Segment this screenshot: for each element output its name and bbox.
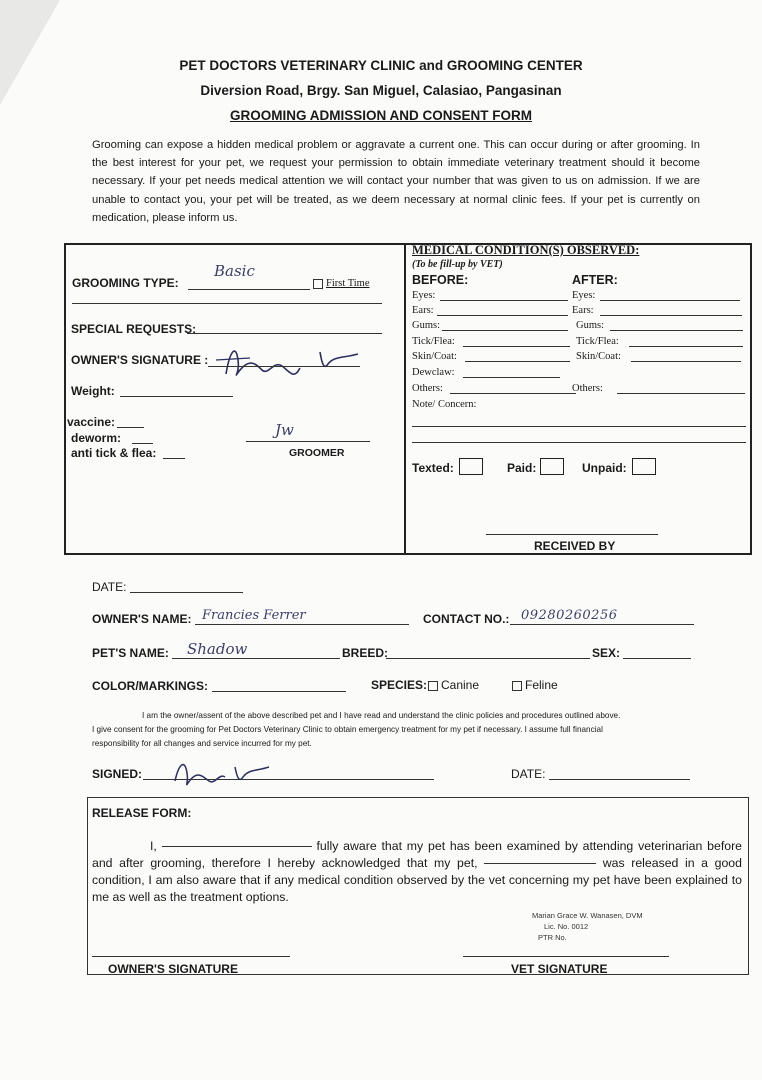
after-item-label: Eyes: <box>572 290 596 301</box>
release-part-1: I, <box>150 839 157 853</box>
release-part-2: fully aware that my pet has been examined by attending veterinarian before and after grooming, therefore I hereby acknowledged that my pet, <box>92 839 743 870</box>
owner-name-line[interactable] <box>195 624 409 625</box>
groomer-label: GROOMER <box>289 447 345 459</box>
deworm-label: deworm: <box>71 431 122 445</box>
before-item-line[interactable] <box>463 346 570 347</box>
canine-label: Canine <box>441 678 480 692</box>
vaccine-line[interactable] <box>117 427 144 428</box>
release-owner-name-line[interactable] <box>162 846 312 847</box>
weight-line[interactable] <box>120 396 233 397</box>
before-item-line[interactable] <box>463 377 560 378</box>
before-label: BEFORE: <box>412 273 469 287</box>
after-item-line[interactable] <box>600 315 742 316</box>
first-time-label: First Time <box>326 278 370 289</box>
special-requests-label: SPECIAL REQUESTS: <box>71 322 197 336</box>
pet-name-label: PET'S NAME: <box>92 646 169 660</box>
consent-date-label: DATE: <box>511 767 546 781</box>
release-pet-line[interactable] <box>484 863 596 864</box>
species-canine[interactable] <box>428 678 479 692</box>
before-item-label: Tick/Flea: <box>412 336 455 347</box>
unpaid-label: Unpaid: <box>582 461 627 475</box>
before-item-label: Gums: <box>412 320 441 331</box>
color-line[interactable] <box>212 691 346 692</box>
species-feline[interactable] <box>512 678 558 692</box>
consent-line-2: I give consent for the grooming for Pet Doctors Veterinary Clinic to obtain emergency treatment for my pet if necessary. I assume full financial <box>92 725 603 734</box>
contact-label: CONTACT NO.: <box>423 612 510 626</box>
vet-stamp <box>532 910 643 943</box>
species-label: SPECIES: <box>371 678 428 692</box>
before-item-line[interactable] <box>450 393 576 394</box>
note-line-1[interactable] <box>412 426 746 427</box>
contact-value: 09280260256 <box>521 608 618 623</box>
breed-line[interactable] <box>386 658 590 659</box>
groomer-line[interactable] <box>246 441 370 442</box>
owner-signature-label: OWNER'S SIGNATURE : <box>71 353 209 367</box>
unpaid-box[interactable] <box>632 458 656 475</box>
grooming-type-value: Basic <box>214 262 255 280</box>
grooming-type-line[interactable] <box>188 289 310 290</box>
weight-label: Weight: <box>71 384 115 398</box>
sex-line[interactable] <box>623 658 691 659</box>
vet-sig-line[interactable] <box>463 956 669 957</box>
breed-label: BREED: <box>342 646 389 660</box>
note-line-2[interactable] <box>412 442 746 443</box>
owner-name-value: Francies Ferrer <box>202 608 306 623</box>
vet-sig-label: VET SIGNATURE <box>511 962 608 976</box>
paid-box[interactable] <box>540 458 564 475</box>
clinic-address: Diversion Road, Brgy. San Miguel, Calasiao, Pangasinan <box>200 83 562 98</box>
consent-signature-scribble <box>165 757 275 791</box>
after-item-label: Skin/Coat: <box>576 351 621 362</box>
stamp-ptr: PTR No. <box>538 933 567 942</box>
pet-name-value: Shadow <box>187 640 248 658</box>
anti-tick-label: anti tick & flea: <box>71 446 157 460</box>
before-item-line[interactable] <box>442 330 568 331</box>
medical-title: MEDICAL CONDITION(S) OBSERVED: <box>412 243 640 257</box>
after-item-label: Others: <box>572 383 603 394</box>
after-item-label: Ears: <box>572 305 594 316</box>
first-time-checkbox[interactable] <box>313 279 323 289</box>
form-title: GROOMING ADMISSION AND CONSENT FORM <box>230 108 532 123</box>
special-requests-line[interactable] <box>187 333 382 334</box>
release-part-3: was released in a good condition, I am also aware that if any medical condition observed by the vet concerning my pet have been explained to me as well as the treatment options. <box>92 856 742 904</box>
release-paragraph <box>92 838 742 906</box>
before-item-label: Skin/Coat: <box>412 351 457 362</box>
first-time-option[interactable] <box>313 278 369 289</box>
contact-line[interactable] <box>510 624 694 625</box>
owner-signature-scribble <box>210 340 370 382</box>
received-by-line[interactable] <box>486 534 658 535</box>
clinic-name: PET DOCTORS VETERINARY CLINIC and GROOMING CENTER <box>179 58 583 73</box>
texted-label: Texted: <box>412 461 454 475</box>
after-item-line[interactable] <box>610 330 743 331</box>
before-item-label: Ears: <box>412 305 434 316</box>
after-item-line[interactable] <box>629 346 743 347</box>
signed-label: SIGNED: <box>92 767 143 781</box>
deworm-line[interactable] <box>132 443 153 444</box>
consent-date-line[interactable] <box>549 779 690 780</box>
intro-paragraph: Grooming can expose a hidden medical problem or aggravate a current one. This can occur during or after grooming. In the best interest for your pet, we request your permission to obtain immediate veterinary treatment should it become necessary. If your pet needs medical attention we will contact your number that was given to us on admission. If we are unable to contact you, your pet will be treated, as we deem necessary at normal clinic fees. If your pet is currently on medication, please inform us. <box>92 139 700 224</box>
after-item-line[interactable] <box>600 300 740 301</box>
groomer-initials: Jw <box>275 421 294 439</box>
after-label: AFTER: <box>572 273 618 287</box>
owner-signature-line[interactable] <box>208 366 360 367</box>
after-item-line[interactable] <box>631 361 741 362</box>
release-owner-sig-line[interactable] <box>92 956 290 957</box>
after-item-label: Gums: <box>576 320 605 331</box>
before-item-line[interactable] <box>465 361 570 362</box>
stamp-name: Marian Grace W. Wanasen, DVM <box>532 911 643 920</box>
medical-subtitle: (To be fill-up by VET) <box>412 259 503 270</box>
after-item-line[interactable] <box>617 393 745 394</box>
before-item-label: Dewclaw: <box>412 367 455 378</box>
pet-name-line[interactable] <box>172 658 340 659</box>
release-owner-sig-label: OWNER'S SIGNATURE <box>108 962 238 976</box>
color-label: COLOR/MARKINGS: <box>92 679 208 693</box>
before-item-line[interactable] <box>440 300 568 301</box>
canine-checkbox[interactable] <box>428 681 438 691</box>
received-by-label: RECEIVED BY <box>534 539 616 553</box>
grooming-type-label: GROOMING TYPE: <box>72 276 179 290</box>
paid-label: Paid: <box>507 461 537 475</box>
before-item-label: Eyes: <box>412 290 436 301</box>
anti-tick-line[interactable] <box>163 458 185 459</box>
release-title: RELEASE FORM: <box>92 806 192 820</box>
grooming-extra-line <box>72 303 382 304</box>
before-item-line[interactable] <box>437 315 568 316</box>
stamp-lic: Lic. No. 0012 <box>544 922 589 931</box>
vaccine-label: vaccine: <box>67 415 116 429</box>
date-label: DATE: <box>92 580 127 594</box>
feline-label: Feline <box>525 678 558 692</box>
feline-checkbox[interactable] <box>512 681 522 691</box>
consent-line-1: I am the owner/assent of the above described pet and I have read and understand the clinic policies and procedures outlined above. <box>142 711 621 720</box>
texted-box[interactable] <box>459 458 483 475</box>
consent-line-3: responsibility for all changes and service incurred for my pet. <box>92 739 312 748</box>
before-item-label: Note/ Concern: <box>412 399 477 410</box>
after-item-label: Tick/Flea: <box>576 336 619 347</box>
date-line[interactable] <box>130 592 243 593</box>
owner-name-label: OWNER'S NAME: <box>92 612 192 626</box>
sex-label: SEX: <box>592 646 621 660</box>
before-item-label: Others: <box>412 383 443 394</box>
box-divider <box>404 243 406 555</box>
